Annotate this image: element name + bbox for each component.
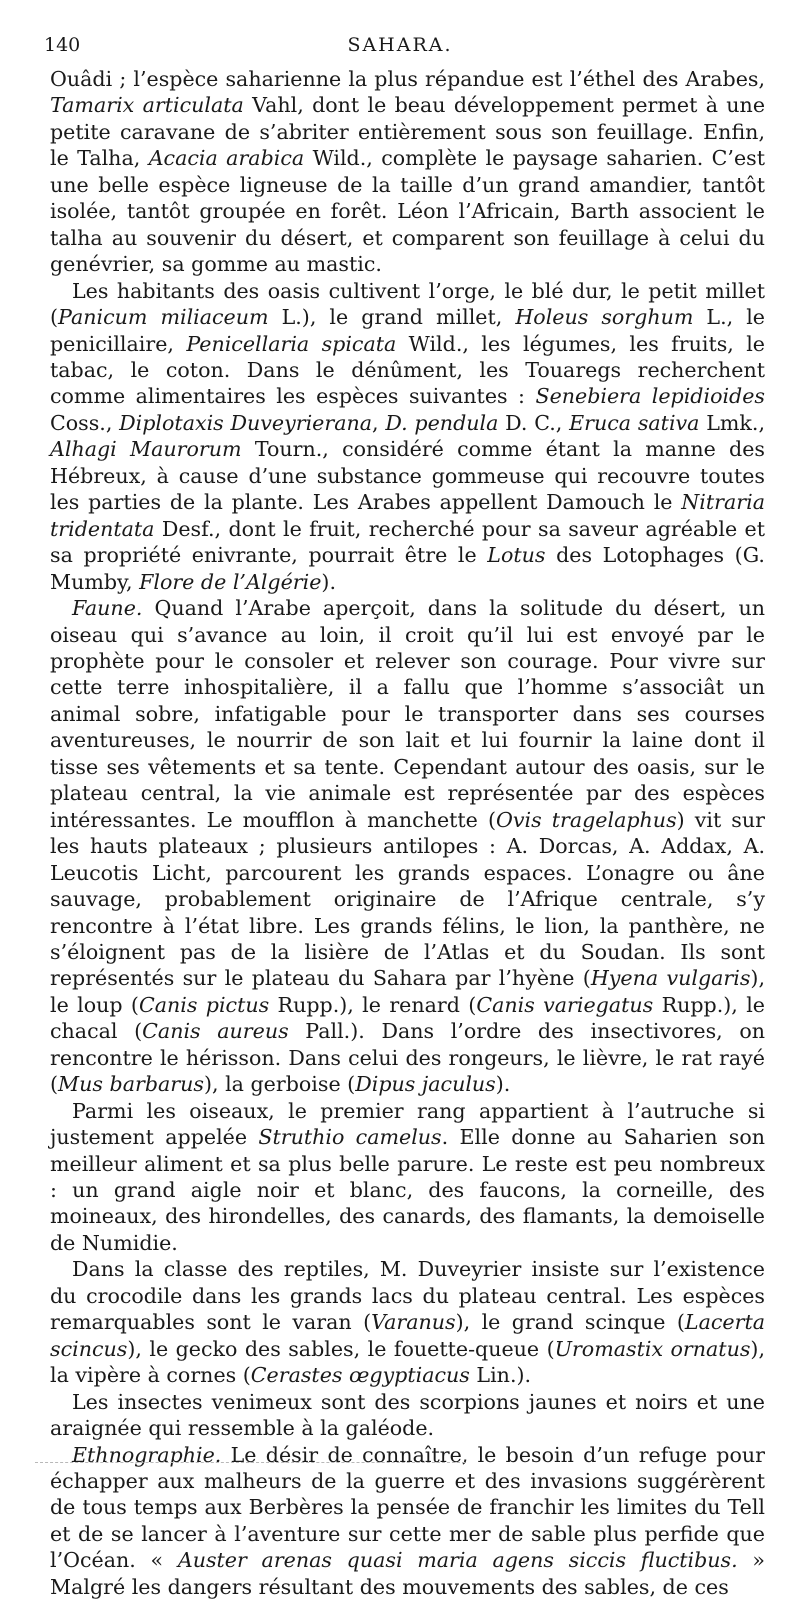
footer-rule xyxy=(35,1462,465,1463)
page-number: 140 xyxy=(44,34,81,56)
paragraph-insectes: Les insectes venimeux sont des scorpions jaunes et noirs et une araignée qui ressemble à la galéode. xyxy=(50,1389,765,1441)
paragraph-reptiles: Dans la classe des reptiles, M. Duveyrier insiste sur l’existence du crocodile dans les grands lacs du plateau central. Les espèces remarquables sont le varan (Varanus), le grand scinque (Lacerta scincus), le gecko des sables, le fouette-queue (Uromastix ornatus), la vipère à cornes (Cerastes œgyptiacus Lin.). xyxy=(50,1257,766,1388)
running-title: SAHARA. xyxy=(347,34,453,56)
paragraph-oiseaux: Parmi les oiseaux, le premier rang appartient à l’autruche si justement appelée Struthio camelus. Elle donne au Saharien son meilleur aliment et sa plus belle parure. Le reste est peu nombreux : un grand aigle noir et blanc, des faucons, la corneille, des moineaux, des hirondelles, des canards, des flamants, la demoiselle de Numidie. xyxy=(50,1098,766,1255)
paragraph-vegetation-end: Ouâdi ; l’espèce saharienne la plus répandue est l’éthel des Arabes, Tamarix articulata Vahl, dont le beau développement permet à une petite caravane de s’abriter entièrement sous son feuillage. Enfin, le Talha, Acacia arabica Wild., complète le paysage saharien. C’est une belle espèce ligneuse de la taille d’un grand amandier, tantôt isolée, tantôt groupée en forêt. Léon l’Africain, Barth associent le talha au souvenir du désert, et comparent son feuillage à celui du genévrier, sa gomme au mastic. xyxy=(50,67,766,277)
paragraph-ethnographie: Ethnographie. Le désir de connaître, le besoin d’un refuge pour échapper aux malheurs de la guerre et des invasions suggérèrent de tous temps aux Berbères la pensée de franchir les limites du Tell et de se lancer à l’aventure sur cette mer de sable plus perfide que l’Océan. « Auster arenas quasi maria agens siccis fluctibus. » Malgré les dangers résultant des mouvements des sables, de ces xyxy=(50,1442,765,1599)
page-header xyxy=(44,30,756,60)
body-text xyxy=(50,66,765,1600)
paragraph-faune: Faune. Quand l’Arabe aperçoit, dans la solitude du désert, un oiseau qui s’avance au loin, il croit qu’il lui est envoyé par le prophète pour le consoler et relever son courage. Pour vivre sur cette terre inhospitalière, il a fallu que l’homme s’associât un animal sobre, infatigable pour le transporter dans ses courses aventureuses, le nourrir de son lait et lui fournir la laine dont il tisse ses vêtements et sa tente. Cependant autour des oasis, sur le plateau central, la vie animale est représentée par des espèces intéressantes. Le moufflon à manchette (Ovis tragelaphus) vit sur les hauts plateaux ; plusieurs antilopes : A. Dorcas, A. Addax, A. Leucotis Licht, parcourent les grands espaces. L’onagre ou âne sauvage, probablement originaire de l’Afrique centrale, s’y rencontre à l’état libre. Les grands félins, le lion, la panthère, ne s’éloignent pas de la lisière de l’Atlas et du Soudan. Ils sont représentés sur le plateau du Sahara par l’hyène (Hyena vulgaris), le loup (Canis pictus Rupp.), le renard (Canis variegatus Rupp.), le chacal (Canis aureus Pall.). Dans l’ordre des insectivores, on rencontre le hérisson. Dans celui des rongeurs, le lièvre, le rat rayé (Mus barbarus), la gerboise (Dipus jaculus). xyxy=(50,596,766,1097)
paragraph-cultures: Les habitants des oasis cultivent l’orge, le blé dur, le petit millet (Panicum miliaceum L.), le grand millet, Holeus sorghum L., le penicillaire, Penicellaria spicata Wild., les légumes, les fruits, le tabac, le coton. Dans le dénûment, les Touaregs recherchent comme alimentaires les espèces suivantes : Senebiera lepidioides Coss., Diplotaxis Duveyrierana, D. pendula D. C., Eruca sativa Lmk., Alhagi Maurorum Tourn., considéré comme étant la manne des Hébreux, à cause d’une substance gommeuse qui recouvre toutes les parties de la plante. Les Arabes appellent Damouch le Nitraria tridentata Desf., dont le fruit, recherché pour sa saveur agréable et sa propriété enivrante, pourrait être le Lotus des Lotophages (G. Mumby, Flore de l’Algérie). xyxy=(50,278,765,594)
